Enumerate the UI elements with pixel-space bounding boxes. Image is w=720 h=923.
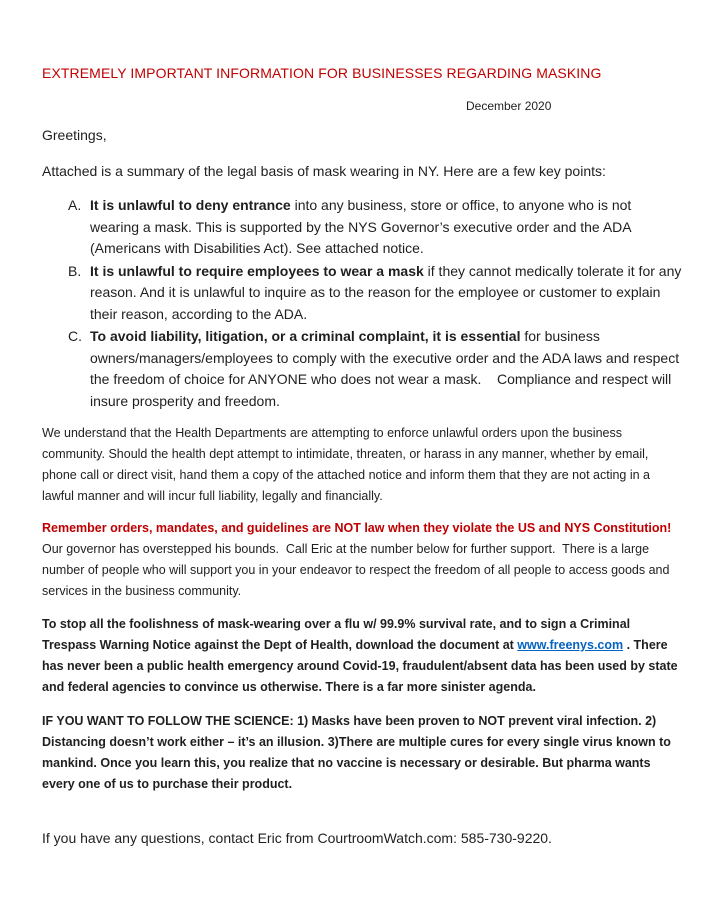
- paragraph-follow-science: IF YOU WANT TO FOLLOW THE SCIENCE: 1) Masks have been proven to NOT prevent viral infection. 2) Distancing doesn’t work either – it’s an illusion. 3)There are multiple cures for every single virus known to mankind. Once you learn this, you realize that no vaccine is necessary or desirable. But pharma wants every one of us to purchase their product.: [42, 714, 675, 791]
- remember-rest: Our governor has overstepped his bounds. Call Eric at the number below for further support. There is a large number of people who will support you in your endeavor to respect the freedom of all people to access goods and services in the business community.: [42, 521, 675, 598]
- key-points-list: [42, 195, 686, 412]
- list-item-rest: into any business, store or office, to anyone who is not wearing a mask. This is supported by the NYS Governor’s executive order and the ADA (Americans with Disabilities Act). See attached notice.: [90, 197, 636, 256]
- remember-red-lead: Remember orders, mandates, and guidelines are NOT law when they violate the US and NYS Constitution!: [42, 521, 672, 535]
- list-item-bold-lead: To avoid liability, litigation, or a criminal complaint, it is essential: [90, 328, 521, 344]
- list-marker: A.: [68, 197, 82, 213]
- list-item-bold-lead: It is unlawful to require employees to wear a mask: [90, 262, 424, 279]
- paragraph-remember: [42, 518, 682, 602]
- list-item-b: [42, 261, 686, 326]
- paragraph-stop-foolishness: [42, 614, 682, 698]
- document-date: December 2020: [466, 99, 552, 113]
- list-item-rest: for business owners/managers/employees to comply with the executive order and the ADA laws and respect the freedom of choice for ANYONE who does not wear a mask. Compliance and respect will insure prosperity and freedom.: [90, 328, 683, 409]
- list-item-c: [42, 326, 682, 412]
- list-marker: C.: [68, 328, 82, 344]
- greeting-line: Greetings,: [42, 127, 107, 143]
- list-item-text: [90, 261, 686, 326]
- list-item-rest: if they cannot medically tolerate it for any reason. And it is unlawful to inquire as to the reason for the employee or customer to explain their reason, according to the ADA.: [90, 262, 686, 322]
- freenys-link[interactable]: www.freenys.com: [517, 638, 624, 652]
- list-item-text: [90, 195, 682, 260]
- document-title: EXTREMELY IMPORTANT INFORMATION FOR BUSINESSES REGARDING MASKING: [42, 65, 602, 81]
- list-item-bold-lead: It is unlawful to deny entrance: [90, 197, 291, 213]
- contact-line: If you have any questions, contact Eric from CourtroomWatch.com: 585-730-9220.: [42, 830, 552, 846]
- list-marker: B.: [68, 262, 82, 279]
- paragraph-health-dept: We understand that the Health Departments are attempting to enforce unlawful orders upon the business community. Should the health dept attempt to intimidate, threaten, or harass in any manner, whether by email, phone call or direct visit, hand them a copy of the attached notice and inform them that they are not acting in a lawful manner and will incur full liability, legally and financially.: [42, 426, 654, 503]
- stop-text-post: . There has never been a public health emergency around Covid-19, fraudulent/absent data has been used by state and federal agencies to convince us otherwise. There is a far more sinister agenda.: [42, 638, 682, 694]
- stop-text-pre: To stop all the foolishness of mask-wearing over a flu w/ 99.9% survival rate, and to sign a Criminal Trespass Warning Notice against the Dept of Health, download the document at: [42, 617, 634, 652]
- intro-line: Attached is a summary of the legal basis of mask wearing in NY. Here are a few key points:: [42, 163, 606, 179]
- list-item-text: [90, 326, 682, 412]
- list-item-a: [42, 195, 682, 260]
